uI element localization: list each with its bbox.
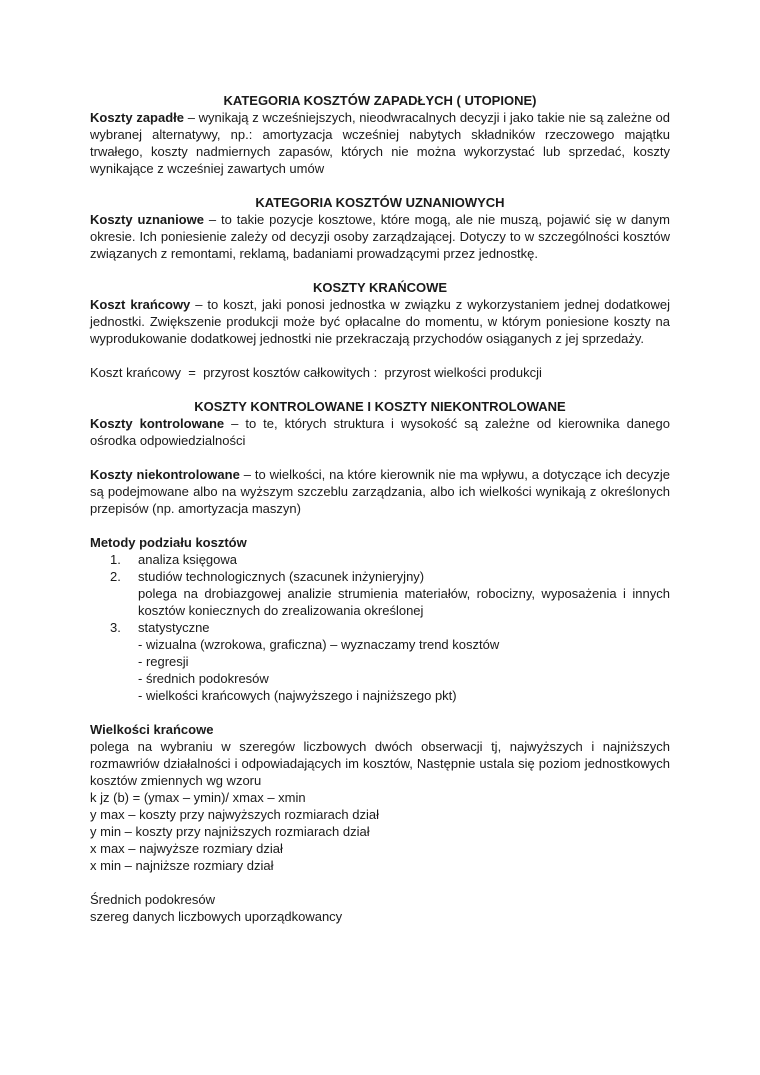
term-koszty-kontrolowane: Koszty kontrolowane: [90, 416, 225, 431]
formula-line: y min – koszty przy najniższych rozmiarach dział: [90, 824, 370, 839]
heading-koszty-krancowe: KOSZTY KRAŃCOWE: [312, 280, 448, 295]
metody-list: [90, 551, 670, 704]
formula-line: y max – koszty przy najwyższych rozmiarach dział: [90, 807, 379, 822]
paragraph-koszt-krancowy: [90, 296, 670, 347]
paragraph-koszty-uznaniowe: [90, 211, 670, 262]
formula-line: x min – najniższe rozmiary dział: [90, 858, 274, 873]
paragraph-koszty-zapadle: [90, 109, 670, 177]
list-item: [90, 551, 670, 568]
text-koszty-uznaniowe: – to takie pozycje kosztowe, które mogą, ale nie muszą, pojawić się w danym okresie. Ich poniesienie zależy od decyzji osoby zarządzającej. Dotyczy to w szczególności kosztów związanych z remontami, reklamą, badaniami prowadzącymi przez jednostkę.: [90, 212, 670, 261]
document-content: [90, 92, 670, 925]
list-item: [90, 619, 670, 636]
heading-koszty-kontrolowane: KOSZTY KONTROLOWANE I KOSZTY NIEKONTROLOWANE: [194, 399, 566, 414]
formula-line: x max – najwyższe rozmiary dział: [90, 841, 283, 856]
text-koszty-zapadle: – wynikają z wcześniejszych, nieodwracalnych decyzji i jako takie nie są zależne od wybranej alternatywy, np.: amortyzacja wcześniej nabytych składników rzeczowego majątku trwałego, koszty nadmiernych zapasów, których nie można wykorzystać lub sprzedać, koszty wynikające z wcześniej zawartych umów: [90, 110, 670, 176]
heading-srednich-podokresow: Średnich podokresów: [90, 892, 216, 907]
heading-wielkosci-krancowe: Wielkości krańcowe: [90, 722, 214, 737]
formula-line: k jz (b) = (ymax – ymin)/ xmax – xmin: [90, 790, 306, 805]
list-number: 1.: [110, 552, 121, 567]
list-item-label: studiów technologicznych (szacunek inżynieryjny): [138, 569, 425, 584]
list-subitem: - wizualna (wzrokowa, graficzna) – wyznaczamy trend kosztów: [138, 637, 500, 652]
text-koszty-niekontrolowane: – to wielkości, na które kierownik nie ma wpływu, a dotyczące ich decyzje są podejmowane albo na wyższym szczeblu zarządzania, albo ich wielkości wynikają z określonych przepisów (np. amortyzacja maszyn): [90, 467, 670, 516]
term-koszty-niekontrolowane: Koszty niekontrolowane: [90, 467, 240, 482]
term-koszty-uznaniowe: Koszty uznaniowe: [90, 212, 204, 227]
text-koszty-kontrolowane: – to te, których struktura i wysokość są zależne od kierownika danego ośrodka odpowiedzialności: [90, 416, 670, 448]
list-subitem: - regresji: [138, 654, 189, 669]
paragraph-wielkosci-krancowe: polega na wybraniu w szeregów liczbowych dwóch obserwacji tj, najwyższych i najniższych rozmawriów działalności i odpowiadających im kosztów, Następnie ustala się poziom jednostkowych kosztów zmiennych wg wzoru: [90, 739, 670, 788]
list-item-label: analiza księgowa: [138, 552, 238, 567]
paragraph-koszty-kontrolowane: [90, 415, 670, 449]
list-subitem: - wielkości krańcowych (najwyższego i najniższego pkt): [138, 688, 457, 703]
list-subitem: - średnich podokresów: [138, 671, 269, 686]
text-srednich-podokresow: szereg danych liczbowych uporządkowancy: [90, 909, 343, 924]
list-item-label: statystyczne: [138, 620, 210, 635]
list-item-detail: polega na drobiazgowej analizie strumienia materiałów, robocizny, wyposażenia i innych kosztów koniecznych do zrealizowania określonej: [138, 586, 670, 618]
text-koszt-krancowy: – to koszt, jaki ponosi jednostka w związku z wykorzystaniem jednej dodatkowej jednostki. Zwiększenie produkcji może być opłacalne do momentu, w którym poniesione koszty na wyprodukowanie dodatkowej jednostki nie przekraczają przychodów osiąganych z jej sprzedaży.: [90, 297, 670, 346]
heading-koszty-zapadle: KATEGORIA KOSZTÓW ZAPADŁYCH ( UTOPIONE): [223, 93, 537, 108]
list-item: [90, 568, 670, 585]
heading-koszty-uznaniowe: KATEGORIA KOSZTÓW UZNANIOWYCH: [255, 195, 505, 210]
term-koszt-krancowy: Koszt krańcowy: [90, 297, 191, 312]
formula-koszt-krancowy: Koszt krańcowy = przyrost kosztów całkowitych : przyrost wielkości produkcji: [90, 365, 542, 380]
list-number: 2.: [110, 569, 121, 584]
list-number: 3.: [110, 620, 121, 635]
paragraph-koszty-niekontrolowane: [90, 466, 670, 517]
term-koszty-zapadle: Koszty zapadłe: [90, 110, 185, 125]
heading-metody-podzialu: Metody podziału kosztów: [90, 535, 247, 550]
